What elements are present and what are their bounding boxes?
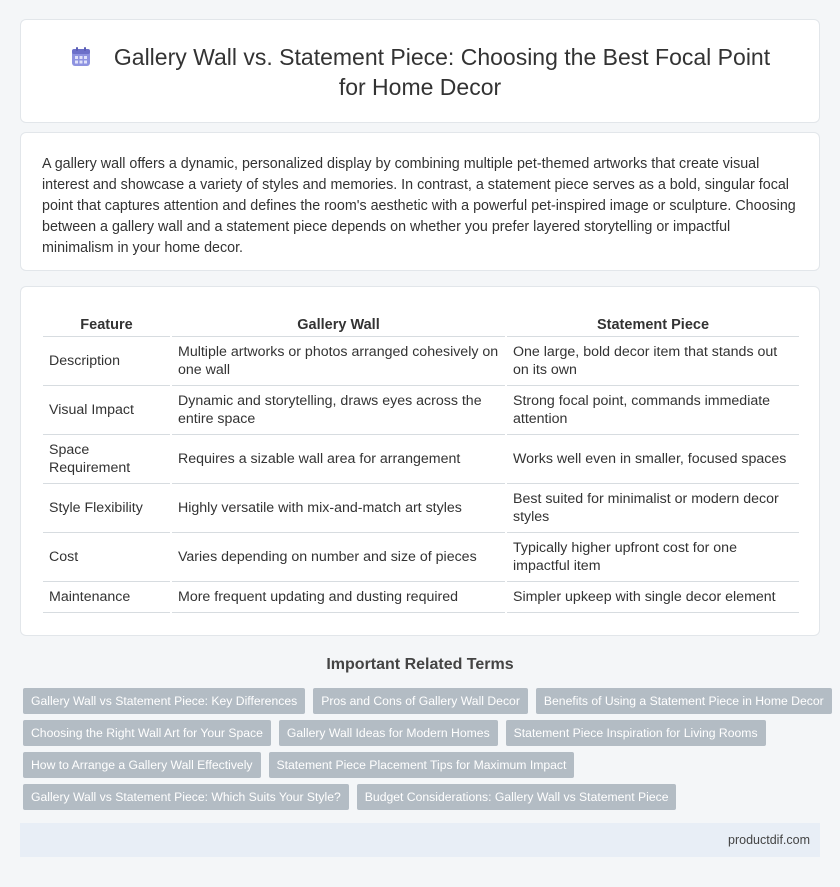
footer-site-link[interactable]: productdif.com: [728, 833, 810, 847]
table-cell-statement-piece: Simpler upkeep with single decor element: [506, 581, 799, 612]
table-cell-feature: Space Requirement: [43, 434, 171, 483]
header-card: [20, 19, 820, 123]
related-term-tag[interactable]: Choosing the Right Wall Art for Your Space: [23, 720, 271, 746]
table-row: [43, 483, 799, 532]
related-term-tag[interactable]: Pros and Cons of Gallery Wall Decor: [313, 688, 528, 714]
comparison-table-card: [20, 286, 820, 636]
table-cell-statement-piece: Works well even in smaller, focused spaces: [506, 434, 799, 483]
header: [21, 42, 819, 102]
intro-text: A gallery wall offers a dynamic, personalized display by combining multiple pet-themed artworks that create visual interest and showcase a variety of styles and memories. In contrast, a statement piece serves as a bold, singular focal point that captures attention and defines the room's aesthetic with a powerful pet-inspired image or sculpture. Choosing between a gallery wall and a statement piece depends on whether you prefer layered storytelling or impactful minimalism in your home decor.: [42, 156, 796, 256]
calendar-icon: [70, 46, 92, 68]
table-row: [43, 434, 799, 483]
related-term-tag[interactable]: How to Arrange a Gallery Wall Effectively: [23, 752, 261, 778]
table-cell-feature: Style Flexibility: [43, 483, 171, 532]
table-cell-gallery-wall: Varies depending on number and size of pieces: [171, 532, 506, 581]
table-cell-feature: Visual Impact: [43, 385, 171, 434]
related-term-tag[interactable]: Statement Piece Placement Tips for Maximum Impact: [269, 752, 575, 778]
table-cell-gallery-wall: Multiple artworks or photos arranged cohesively on one wall: [171, 336, 506, 385]
table-cell-feature: Cost: [43, 532, 171, 581]
table-cell-statement-piece: Best suited for minimalist or modern decor styles: [506, 483, 799, 532]
table-header-row: [43, 312, 799, 336]
comparison-table: [43, 312, 799, 613]
table-header-statement-piece: Statement Piece: [506, 312, 799, 336]
intro-card: [20, 132, 820, 271]
table-cell-statement-piece: Strong focal point, commands immediate attention: [506, 385, 799, 434]
related-terms-heading: Important Related Terms: [326, 656, 514, 673]
table-cell-feature: Description: [43, 336, 171, 385]
related-term-tag[interactable]: Statement Piece Inspiration for Living Rooms: [506, 720, 766, 746]
tag-row: [23, 752, 823, 778]
related-terms-tags: [23, 688, 823, 816]
table-cell-gallery-wall: Requires a sizable wall area for arrangement: [171, 434, 506, 483]
related-term-tag[interactable]: Gallery Wall vs Statement Piece: Key Differences: [23, 688, 305, 714]
tag-row: [23, 688, 823, 714]
page-title-text: Gallery Wall vs. Statement Piece: Choosing the Best Focal Point for Home Decor: [113, 44, 771, 100]
related-term-tag[interactable]: Budget Considerations: Gallery Wall vs Statement Piece: [357, 784, 677, 810]
related-term-tag[interactable]: Gallery Wall Ideas for Modern Homes: [279, 720, 498, 746]
table-header-gallery-wall: Gallery Wall: [171, 312, 506, 336]
table-cell-feature: Maintenance: [43, 581, 171, 612]
tag-row: [23, 784, 823, 810]
table-cell-statement-piece: Typically higher upfront cost for one impactful item: [506, 532, 799, 581]
table-row: [43, 385, 799, 434]
table-cell-gallery-wall: Dynamic and storytelling, draws eyes across the entire space: [171, 385, 506, 434]
table-row: [43, 532, 799, 581]
page-title: [61, 42, 779, 102]
related-term-tag[interactable]: Benefits of Using a Statement Piece in Home Decor: [536, 688, 832, 714]
table-header-feature: Feature: [43, 312, 171, 336]
table-cell-gallery-wall: Highly versatile with mix-and-match art styles: [171, 483, 506, 532]
tag-row: [23, 720, 823, 746]
footer: [20, 823, 820, 857]
table-cell-statement-piece: One large, bold decor item that stands out on its own: [506, 336, 799, 385]
table-cell-gallery-wall: More frequent updating and dusting required: [171, 581, 506, 612]
table-row: [43, 581, 799, 612]
related-term-tag[interactable]: Gallery Wall vs Statement Piece: Which Suits Your Style?: [23, 784, 349, 810]
table-row: [43, 336, 799, 385]
